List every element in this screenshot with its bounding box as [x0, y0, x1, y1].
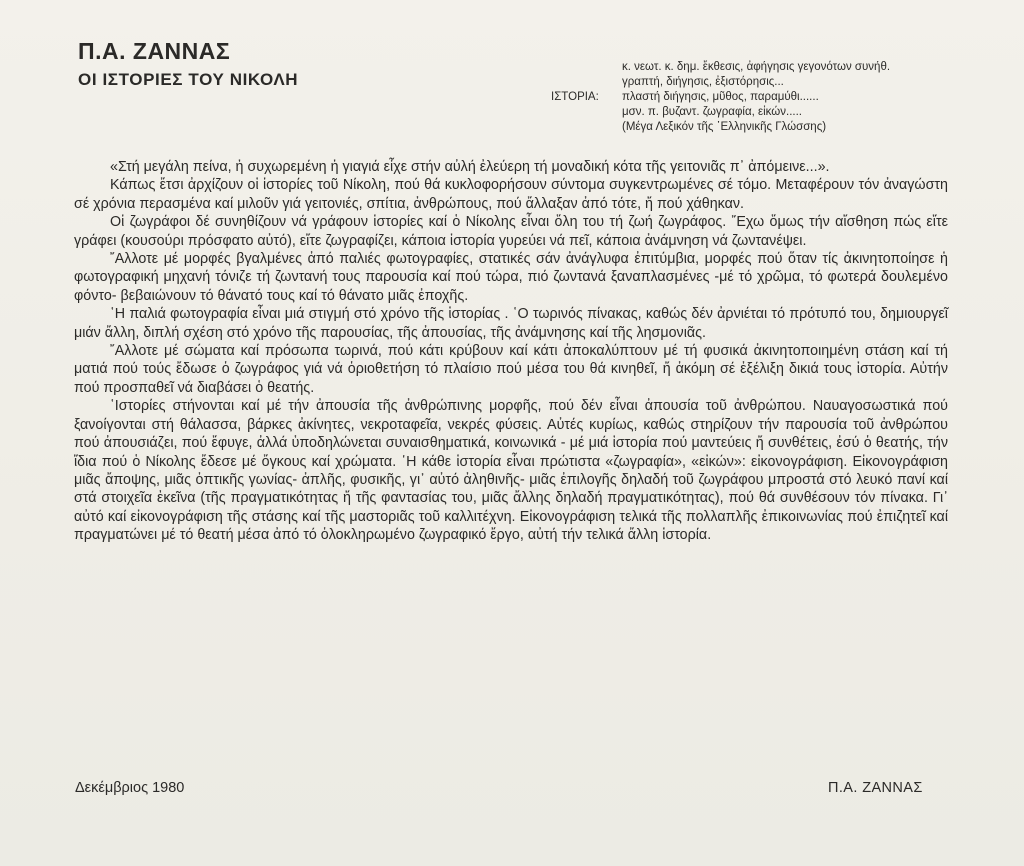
author-name: Π.Α. ΖΑΝΝΑΣ	[78, 38, 231, 64]
body-paragraph: ῎Αλλοτε μέ σώματα καί πρόσωπα τωρινά, πού κάτι κρύβουν καί κάτι ἀποκαλύπτουν μέ τή φυσικά ἀκινητοποιημένη στάση καί τή ματιά πού τούς ἔδωσε ὁ ζωγράφος γιά νά ὁριοθετήση τό πλαίσιο πού μέσα του θά κινηθεῖ, ἤ ἀκόμη σέ ἐξέλιξη δικιά τους ἱστορία. Αὐτήν πού προσπαθεῖ νά διαβάσει ὁ θεατής.	[74, 343, 948, 396]
dictionary-source: (Μέγα Λεξικόν τῆς ῾Ελληνικῆς Γλώσσης)	[622, 121, 827, 133]
dictionary-label: ΙΣΤΟΡΙΑ:	[551, 91, 599, 103]
document-date: Δεκέμβριος 1980	[75, 780, 185, 796]
dictionary-line: κ. νεωτ. κ. δημ. ἔκθεσις, ἀφήγησις γεγονότων συνήθ.	[622, 61, 891, 73]
body-text	[74, 158, 948, 545]
body-paragraph: ῾Η παλιά φωτογραφία εἶναι μιά στιγμή στό χρόνο τῆς ἱστορίας . ῾Ο τωρινός πίνακας, καθώς δέν ἀρνιέται τό πρότυπό του, δημιουργεῖ μιάν ἄλλη, διπλή σχέση στό χρόνο τῆς παρουσίας, τῆς ἀπουσίας, τῆς ἀνάμνησης καί τῆς λησμονιᾶς.	[74, 306, 948, 341]
dictionary-definition	[551, 60, 890, 135]
body-paragraph: Κάπως ἔτσι ἀρχίζουν οἱ ἱστορίες τοῦ Νίκολη, πού θά κυκλοφορήσουν σύντομα συγκεντρωμένες σέ τόμο. Μεταφέρουν τόν ἀναγώστη σέ χρόνια περασμένα καί μιλοῦν γιά γειτονιές, σπίτια, ἀνθρώπους, πού ἄλλαξαν ἀπό τότε, ἤ πού χάθηκαν.	[74, 177, 948, 212]
dictionary-line: πλαστή διήγησις, μῦθος, παραμύθι......	[622, 91, 819, 103]
document-title: ΟΙ ΙΣΤΟΡΙΕΣ ΤΟΥ ΝΙΚΟΛΗ	[78, 70, 299, 89]
body-paragraph: «Στή μεγάλη πείνα, ἡ συχωρεμένη ἡ γιαγιά εἶχε στήν αὐλή ἐλεύερη τή μοναδική κότα τῆς γειτονιᾶς π᾿ ἀπόμεινε...».	[110, 159, 830, 175]
body-paragraph: ῎Αλλοτε μέ μορφές βγαλμένες ἀπό παλιές φωτογραφίες, στατικές σάν ἀνάγλυφα ἐπιτύμβια, μορφές πού ὅταν τίς ἀκινητοποίησε ἡ φωτογραφική μηχανή τόνιζε τή ζωντανή τους παρουσία καί πού τώρα, πιό ζωντανά ξαναπλασμένες -μέ τό χρῶμα, τό φωτερά δουλεμένο φόντο- βεβαιώνουν τό θάνατό τους καί τό θάνατο μιᾶς ἐποχῆς.	[74, 251, 948, 304]
dictionary-line: μσν. π. βυζαντ. ζωγραφία, εἰκών.....	[622, 106, 802, 118]
dictionary-lines	[622, 60, 890, 135]
dictionary-line: γραπτή, διήγησις, ἐξιστόρησις...	[622, 76, 784, 88]
body-paragraph: Οἱ ζωγράφοι δέ συνηθίζουν νά γράφουν ἱστορίες καί ὁ Νίκολης εἶναι ὅλη του τή ζωή ζωγράφος. ῎Εχω ὅμως τήν αἴσθηση πώς εἴτε γράφει (κουσούρι πρόσφατο αὐτό), εἴτε ζωγραφίζει, κάποια ἱστορία γυρεύει νά πεῖ, κάποια ἀνάμνηση νά ζωντανέψει.	[74, 214, 948, 249]
signature: Π.Α. ΖΑΝΝΑΣ	[828, 780, 923, 796]
body-paragraph: ῾Ιστορίες στήνονται καί μέ τήν ἀπουσία τῆς ἀνθρώπινης μορφῆς, πού δέν εἶναι ἀπουσία τοῦ ἀνθρώπου. Ναυαγοσωστικά πού ξανοίγονται στή θάλασσα, βάρκες ἀκίνητες, νεκροταφεῖα, νεκρές φύσεις. Αὐτές κυρίως, καθώς στηρίζουν τήν παρουσία τοῦ ἀνθρώπου πού ἀπουσιάζει, πού ἔφυγε, ἀλλά ὑποδηλώνεται συναισθηματικά, κοινωνικά - μέ μιά ἱστορία πού μαντεύεις ἤ συνθέτεις, ἐσύ ὁ θεατής, τήν ἴδια πού ὁ Νίκολης ἔδεσε μέ ὄγκους καί χρώματα. ῾Η κάθε ἱστορία εἶναι πρώτιστα «ζωγραφία», «εἰκών»: εἰκονογράφιση. Εἰκονογράφιση μιᾶς ἄποψης, μιᾶς ὀπτικῆς γωνίας- ἀπλῆς, φυσικῆς, γι᾿ αὐτό ἀληθινῆς- μιᾶς ἐπιλογῆς δηλαδή τοῦ ζωγράφου μπροστά στό λευκό πανί καί στά στοιχεῖα ἐκεῖνα (τῆς πραγματικότητας ἤ τῆς φαντασίας του, μιᾶς ἄλλης δηλαδή πραγματικότητας), πού θά συνθέσουν τόν πίνακα. Γι᾿ αὐτό καί εἰκονογράφιση τῆς στάσης καί τῆς μαστοριᾶς τοῦ καλλιτέχνη. Εἰκονογράφιση τελικά τῆς πολλαπλῆς ἐπικοινωνίας πού ἐπιζητεῖ καί πραγματώνει μέ τό θεατή μέσα ἀπό τό ὁλοκληρωμένο ζωγραφικό ἔργο, αὐτή τήν τελικά ἄλλη ἱστορία.	[74, 398, 948, 544]
